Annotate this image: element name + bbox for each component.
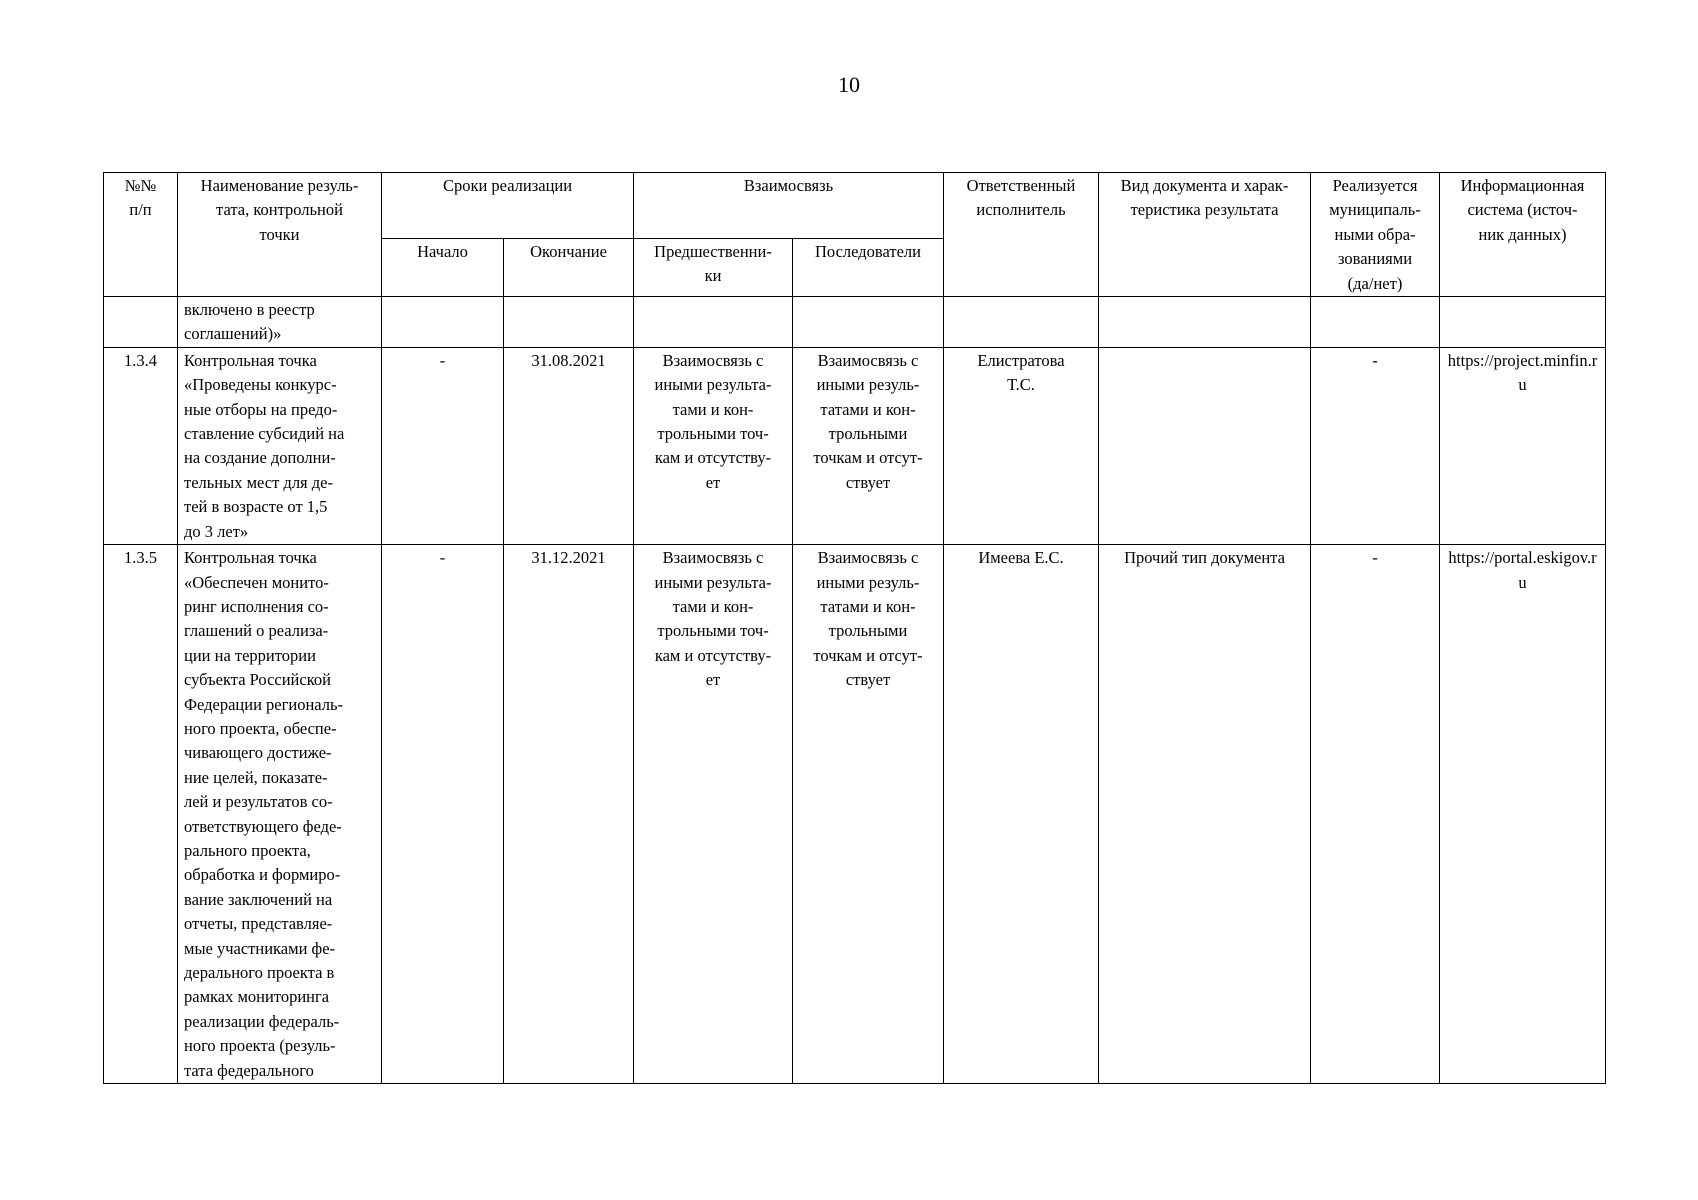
cell-num: 1.3.4 (104, 347, 178, 544)
header-terms: Сроки реализации (382, 173, 634, 239)
cell-responsible: Елистратова Т.С. (944, 347, 1099, 544)
table-row (104, 545, 1606, 1084)
cell-municipal: - (1311, 545, 1440, 1084)
table-row (104, 347, 1606, 544)
header-num: №№ п/п (104, 173, 178, 297)
header-doc-type: Вид документа и харак- теристика результата (1099, 173, 1311, 297)
cell-predecessors: Взаимосвязь с иными результа- тами и кон- трольными точ- кам и отсутству- ет (634, 545, 793, 1084)
cell-municipal (1311, 297, 1440, 348)
cell-name: Контрольная точка «Проведены конкурс- ные отборы на предо- ставление субсидий на на создание дополни- тельных мест для де- тей в возрасте от 1,5 до 3 лет» (178, 347, 382, 544)
cell-predecessors: Взаимосвязь с иными результа- тами и кон- трольными точ- кам и отсутству- ет (634, 347, 793, 544)
cell-responsible: Имеева Е.С. (944, 545, 1099, 1084)
cell-predecessors (634, 297, 793, 348)
table-header (104, 173, 1606, 297)
cell-doc-type (1099, 297, 1311, 348)
cell-doc-type: Прочий тип документа (1099, 545, 1311, 1084)
cell-start (382, 297, 504, 348)
cell-successors (793, 297, 944, 348)
cell-municipal: - (1311, 347, 1440, 544)
cell-start: - (382, 347, 504, 544)
cell-end: 31.08.2021 (504, 347, 634, 544)
cell-info-system: https://portal.eskigov.ru (1440, 545, 1606, 1084)
results-table (103, 172, 1606, 1084)
cell-name: включено в реестр соглашений)» (178, 297, 382, 348)
cell-start: - (382, 545, 504, 1084)
header-start: Начало (382, 239, 504, 297)
header-predecessors: Предшественни- ки (634, 239, 793, 297)
cell-end: 31.12.2021 (504, 545, 634, 1084)
header-municipal: Реализуется муниципаль- ными обра- зованиями (да/нет) (1311, 173, 1440, 297)
page-number: 10 (838, 72, 860, 97)
cell-successors: Взаимосвязь с иными резуль- татами и кон- трольными точкам и отсут- ствует (793, 545, 944, 1084)
cell-info-system: https://project.minfin.ru (1440, 347, 1606, 544)
header-info-system: Информационная система (источ- ник данных) (1440, 173, 1606, 297)
cell-responsible (944, 297, 1099, 348)
table-row (104, 297, 1606, 348)
header-end: Окончание (504, 239, 634, 297)
header-relation: Взаимосвязь (634, 173, 944, 239)
cell-doc-type (1099, 347, 1311, 544)
cell-name: Контрольная точка «Обеспечен монито- ринг исполнения со- глашений о реализа- ции на территории субъекта Российской Федерации региональ- ного проекта, обеспе- чивающего достиже- ние целей, показате- лей и результатов со- ответствующего феде- рального проекта, обработка и формиро- вание заключений на отчеты, представляе- мые участниками фе- дерального проекта в рамках мониторинга реализации федераль- ного проекта (резуль- тата федерального (178, 545, 382, 1084)
header-successors: Последователи (793, 239, 944, 297)
header-name: Наименование резуль- тата, контрольной точки (178, 173, 382, 297)
header-responsible: Ответственный исполнитель (944, 173, 1099, 297)
cell-info-system (1440, 297, 1606, 348)
cell-end (504, 297, 634, 348)
cell-successors: Взаимосвязь с иными резуль- татами и кон- трольными точкам и отсут- ствует (793, 347, 944, 544)
cell-num: 1.3.5 (104, 545, 178, 1084)
cell-num (104, 297, 178, 348)
